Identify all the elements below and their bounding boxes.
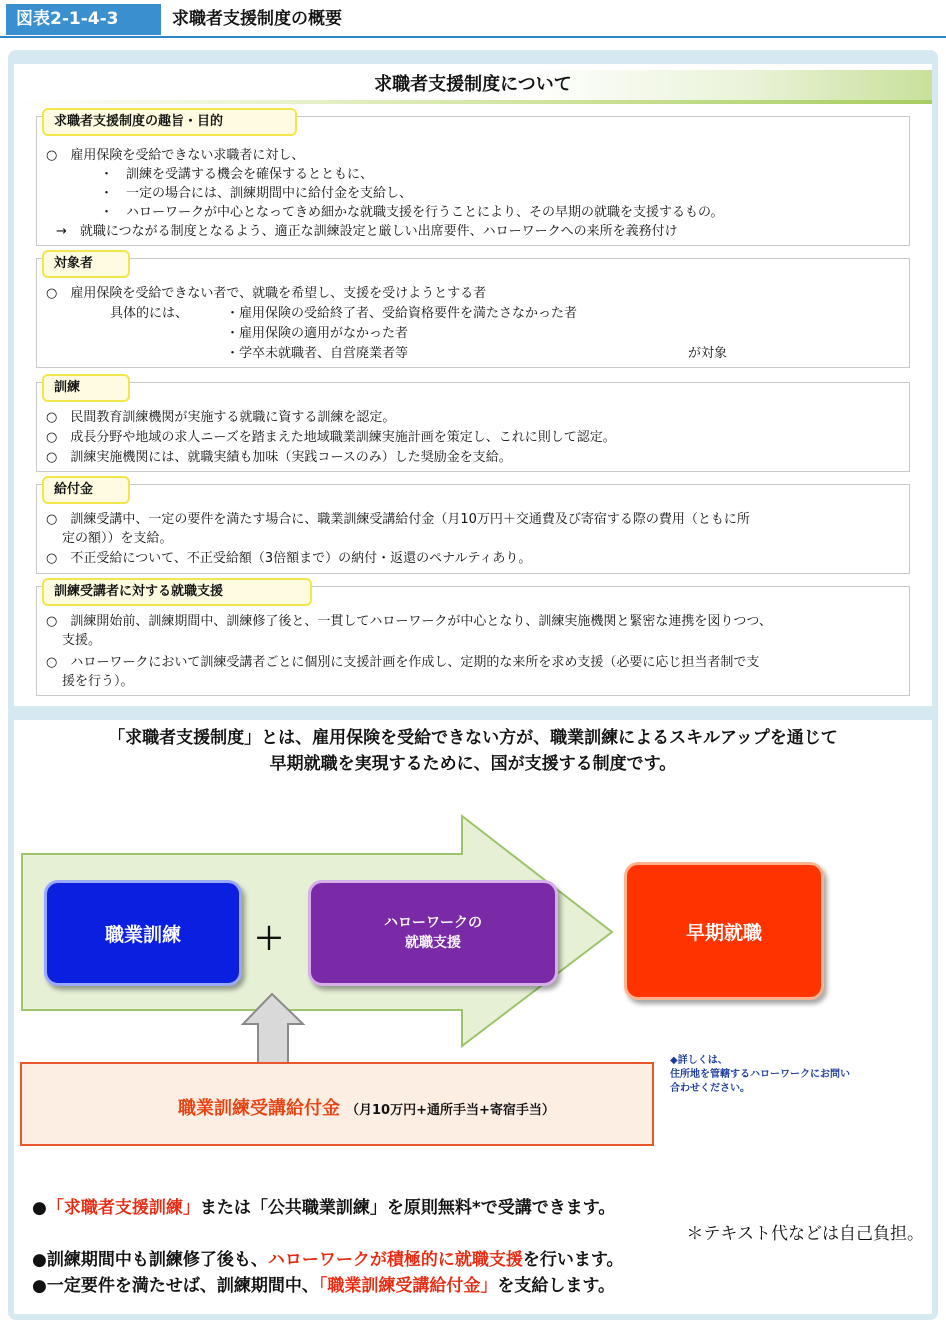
- support-line: ○ ハローワークにおいて訓練受講者ごとに個別に支援計画を作成し、定期的な来所を求め支援（必要に応じ担当者制で支: [46, 655, 760, 670]
- hellowork-support-label: 就職支援: [405, 935, 461, 951]
- bullet-mark: ●: [32, 1276, 47, 1296]
- target-item: ・学卒未就職者、自営廃業者等: [226, 346, 409, 361]
- lead-line: 早期就職を実現するために、国が支援する制度です。: [269, 754, 677, 774]
- benefit-line: 定の額））を支給。: [62, 531, 173, 546]
- training-tag: 訓練: [42, 374, 130, 402]
- target-item: ・雇用保険の受給終了者、受給資格要件を満たさなかった者: [226, 306, 578, 321]
- training-line: ○ 民間教育訓練機関が実施する就職に資する訓練を認定。: [46, 410, 396, 425]
- contact-note: [670, 1054, 850, 1096]
- purpose-line: ・ ハローワークが中心となってきめ細かな就職支援を行うことにより、その早期の就職を支援するもの。: [100, 205, 724, 220]
- benefit-allowance-title: 職業訓練受講給付金: [178, 1098, 340, 1119]
- figure-title: 求職者支援制度の概要: [172, 9, 342, 29]
- vocational-training-box: [44, 880, 242, 986]
- benefit-line: ○ 訓練受講中、一定の要件を満たす場合に、職業訓練受講給付金（月10万円＋交通費及び寄宿する際の費用（ともに所: [46, 512, 750, 527]
- section-title: 求職者支援制度について: [14, 70, 932, 100]
- bullet-text: を行います。: [522, 1250, 624, 1270]
- target-line: ○ 雇用保険を受給できない者で、就職を希望し、支援を受けようとする者: [46, 286, 487, 301]
- target-item: ・雇用保険の適用がなかった者: [226, 326, 409, 341]
- bullet-highlight: 「職業訓練受講給付金」: [318, 1276, 498, 1296]
- support-tag: 訓練受講者に対する就職支援: [42, 578, 312, 606]
- figure-label: 図表2-1-4-3: [6, 4, 161, 35]
- contact-note-line: 住所地を管轄するハローワークにお問い: [670, 1069, 850, 1080]
- lead-line: 「求職者支援制度」とは、雇用保険を受給できない方が、職業訓練によるスキルアップを通じて: [108, 728, 838, 748]
- bullet-text: を支給します。: [497, 1276, 615, 1296]
- target-tag: 対象者: [42, 250, 130, 278]
- early-employment-box: [624, 862, 824, 1000]
- target-suffix: が対象: [688, 346, 728, 361]
- benefit-allowance-detail: （月10万円+通所手当+寄宿手当）: [346, 1103, 555, 1118]
- bullet-2: [32, 1248, 623, 1272]
- target-prefix: 具体的には、: [110, 306, 189, 321]
- purpose-line: ・ 訓練を受講する機会を確保するとともに、: [100, 167, 374, 182]
- bullet-highlight: 「求職者支援訓練」: [46, 1198, 200, 1218]
- bullet-mark: ●: [32, 1250, 47, 1270]
- support-line: 支援。: [62, 633, 102, 648]
- bullet-text: または「公共職業訓練」を原則無料*で受講できます。: [199, 1198, 616, 1218]
- bullet-mark: ●: [32, 1198, 47, 1218]
- contact-note-line: ◆詳しくは、: [670, 1055, 728, 1066]
- purpose-line: ・ 一定の場合には、訓練期間中に給付金を支給し、: [100, 186, 413, 201]
- plus-sign: ＋: [254, 922, 284, 957]
- hellowork-support-label: ハローワークの: [384, 915, 482, 931]
- benefit-allowance-text: [178, 1094, 555, 1120]
- vocational-training-label: 職業訓練: [104, 923, 181, 946]
- hellowork-support-box: [308, 880, 558, 986]
- purpose-line: → 就職につながる制度となるよう、適正な訓練設定と厳しい出席要件、ハローワークへの来所を義務付け: [56, 224, 678, 239]
- training-line: ○ 訓練実施機関には、就職実績も加味（実践コースのみ）した奨励金を支給。: [46, 450, 512, 465]
- purpose-line: ○ 雇用保険を受給できない求職者に対し、: [46, 148, 305, 163]
- contact-note-line: 合わせください。: [670, 1083, 750, 1094]
- bullet-1: [32, 1196, 615, 1220]
- early-employment-label: 早期就職: [685, 921, 762, 944]
- support-line: 援を行う）。: [62, 674, 134, 689]
- bullet-highlight: ハローワークが積極的に就職支援: [267, 1250, 523, 1270]
- benefit-tag: 給付金: [42, 476, 130, 504]
- bullet-text: 訓練期間中も訓練修了後も、: [46, 1250, 268, 1270]
- training-line: ○ 成長分野や地域の求人ニーズを踏まえた地域職業訓練実施計画を策定し、これに則して認定。: [46, 430, 616, 445]
- bullet-3: [32, 1274, 615, 1298]
- bullet-text: 一定要件を満たせば、訓練期間中、: [46, 1276, 319, 1296]
- footnote: ＊テキスト代などは自己負担。: [686, 1224, 924, 1244]
- purpose-tag: 求職者支援制度の趣旨・目的: [42, 108, 297, 136]
- support-line: ○ 訓練開始前、訓練期間中、訓練修了後と、一貫してハローワークが中心となり、訓練実施機関と緊密な連携を図りつつ、: [46, 614, 772, 629]
- benefit-line: ○ 不正受給について、不正受給額（3倍額まで）の納付・返還のペナルティあり。: [46, 551, 532, 566]
